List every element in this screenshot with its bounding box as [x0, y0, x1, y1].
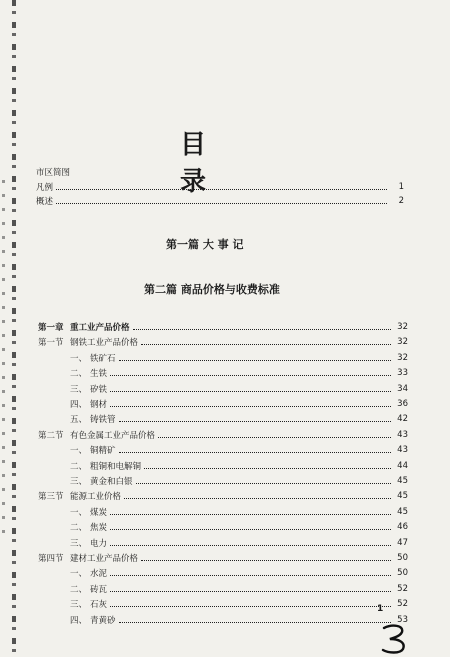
toc-item-label: 石灰	[90, 600, 108, 611]
toc-item-label: 铜精矿	[90, 446, 116, 457]
leader-dots	[119, 420, 391, 422]
toc-item-number: 四、	[70, 400, 88, 410]
toc-item-label: 铁矿石	[90, 353, 116, 364]
toc-item-label: 建材工业产品价格	[70, 554, 139, 564]
page-number: 1	[377, 604, 384, 614]
toc-section-number: 第一节	[38, 338, 64, 349]
toc-item-number: 二、	[70, 523, 88, 534]
toc-row	[38, 382, 408, 396]
toc-row	[38, 551, 408, 565]
toc-row	[38, 335, 408, 349]
leader-dots	[144, 467, 391, 469]
leader-dots	[141, 343, 391, 345]
toc-item-number: 三、	[70, 538, 88, 549]
toc-item-number: 一、	[70, 569, 88, 580]
toc-row	[38, 520, 408, 534]
toc-item-label: 有色金属工业产品价格	[70, 430, 156, 441]
toc-item-number: 五、	[70, 415, 88, 426]
toc-item-label: 钢材	[90, 400, 108, 410]
leader-dots	[133, 328, 391, 330]
toc-item-number: 一、	[70, 446, 88, 457]
toc-row	[38, 397, 408, 411]
toc-row	[38, 366, 408, 380]
toc-item-page: 50	[397, 553, 408, 563]
leader-dots	[56, 188, 387, 190]
leader-dots	[110, 390, 391, 392]
toc-row	[38, 443, 408, 457]
toc-item-label: 钢铁工业产品价格	[70, 338, 139, 349]
leader-dots	[119, 451, 391, 453]
toc-row	[38, 412, 408, 426]
toc-row	[38, 566, 408, 580]
toc-item-label: 煤炭	[90, 507, 108, 518]
front-item-page: 2	[398, 196, 404, 206]
leader-dots	[124, 497, 391, 499]
toc-item-page: 47	[397, 537, 408, 548]
toc-row	[38, 613, 408, 627]
toc-item-page: 52	[397, 583, 408, 594]
toc-item-page: 42	[397, 414, 408, 425]
toc-item-page: 45	[397, 506, 408, 517]
part-one-heading: 第一篇 大 事 记	[166, 238, 244, 251]
toc-item-label: 青黄砂	[90, 615, 116, 626]
toc-item-label: 焦炭	[90, 523, 108, 534]
leader-dots	[141, 559, 391, 561]
leader-dots	[110, 605, 391, 607]
toc-section-number: 第三节	[38, 492, 64, 503]
leader-dots	[158, 436, 391, 438]
toc-item-number: 二、	[70, 584, 88, 595]
toc-item-label: 铸铁管	[90, 415, 116, 426]
toc-item-label: 黄金和白银	[90, 477, 133, 487]
front-item	[36, 180, 404, 194]
toc-row	[38, 536, 408, 550]
leader-dots	[110, 513, 391, 515]
toc-item-page: 45	[397, 476, 408, 486]
toc-section-number: 第一章	[38, 323, 64, 333]
leader-dots	[136, 482, 391, 484]
toc-section-number: 第二节	[38, 430, 64, 441]
toc-item-page: 36	[397, 399, 408, 409]
toc-row	[38, 582, 408, 596]
front-item-page: 1	[398, 182, 404, 192]
leader-dots	[119, 359, 391, 361]
toc-row	[38, 474, 408, 488]
toc-row	[38, 505, 408, 519]
leader-dots	[110, 374, 391, 376]
toc-item-number: 二、	[70, 461, 88, 472]
leader-dots	[110, 528, 391, 530]
toc-item-number: 一、	[70, 353, 88, 364]
leader-dots	[110, 405, 391, 407]
toc-item-number: 三、	[70, 600, 88, 611]
binding-edge-outer	[2, 180, 5, 540]
toc-item-label: 重工业产品价格	[70, 323, 130, 333]
leader-dots	[110, 574, 391, 576]
toc-row	[38, 320, 408, 334]
toc-item-page: 43	[397, 445, 408, 456]
front-item	[36, 165, 404, 179]
toc-item-number: 一、	[70, 507, 88, 518]
front-item-label: 市区简图	[36, 168, 71, 178]
toc-item-number: 二、	[70, 369, 88, 380]
toc-item-page: 53	[397, 614, 408, 625]
toc-item-page: 34	[397, 383, 408, 394]
toc-item-label: 矽铁	[90, 384, 108, 395]
front-item-label: 凡例	[36, 183, 54, 193]
toc-item-number: 三、	[70, 477, 88, 487]
leader-dots	[110, 544, 391, 546]
toc-row	[38, 428, 408, 442]
toc-item-number: 三、	[70, 384, 88, 395]
front-item	[36, 194, 404, 208]
toc-item-label: 粗铜和电解铜	[90, 461, 142, 472]
toc-item-page: 32	[397, 322, 408, 332]
part-two-heading: 第二篇 商品价格与收费标准	[144, 283, 280, 296]
handwritten-number-3	[378, 622, 412, 656]
toc-item-number: 四、	[70, 615, 88, 626]
toc-row	[38, 351, 408, 365]
toc-section-number: 第四节	[38, 554, 64, 564]
toc-row	[38, 459, 408, 473]
toc-item-label: 砖瓦	[90, 584, 108, 595]
front-item-label: 概述	[36, 197, 54, 207]
binding-edge	[12, 0, 16, 657]
toc-item-label: 能源工业价格	[70, 492, 122, 503]
toc-row	[38, 489, 408, 503]
leader-dots	[56, 202, 387, 204]
toc-item-page: 32	[397, 337, 408, 348]
toc-item-page: 33	[397, 368, 408, 379]
toc-item-page: 46	[397, 522, 408, 533]
toc-item-page: 32	[397, 352, 408, 363]
leader-dots	[110, 590, 391, 592]
toc-item-page: 44	[397, 460, 408, 471]
toc-item-page: 45	[397, 491, 408, 502]
toc-item-page: 52	[397, 599, 408, 610]
toc-item-label: 生铁	[90, 369, 108, 380]
toc-row	[38, 597, 408, 611]
toc-item-label: 电力	[90, 538, 108, 549]
toc-item-label: 水泥	[90, 569, 108, 580]
leader-dots	[119, 621, 391, 623]
page-title: 目 录	[180, 130, 231, 197]
toc-item-page: 50	[397, 568, 408, 579]
toc-item-page: 43	[397, 429, 408, 440]
